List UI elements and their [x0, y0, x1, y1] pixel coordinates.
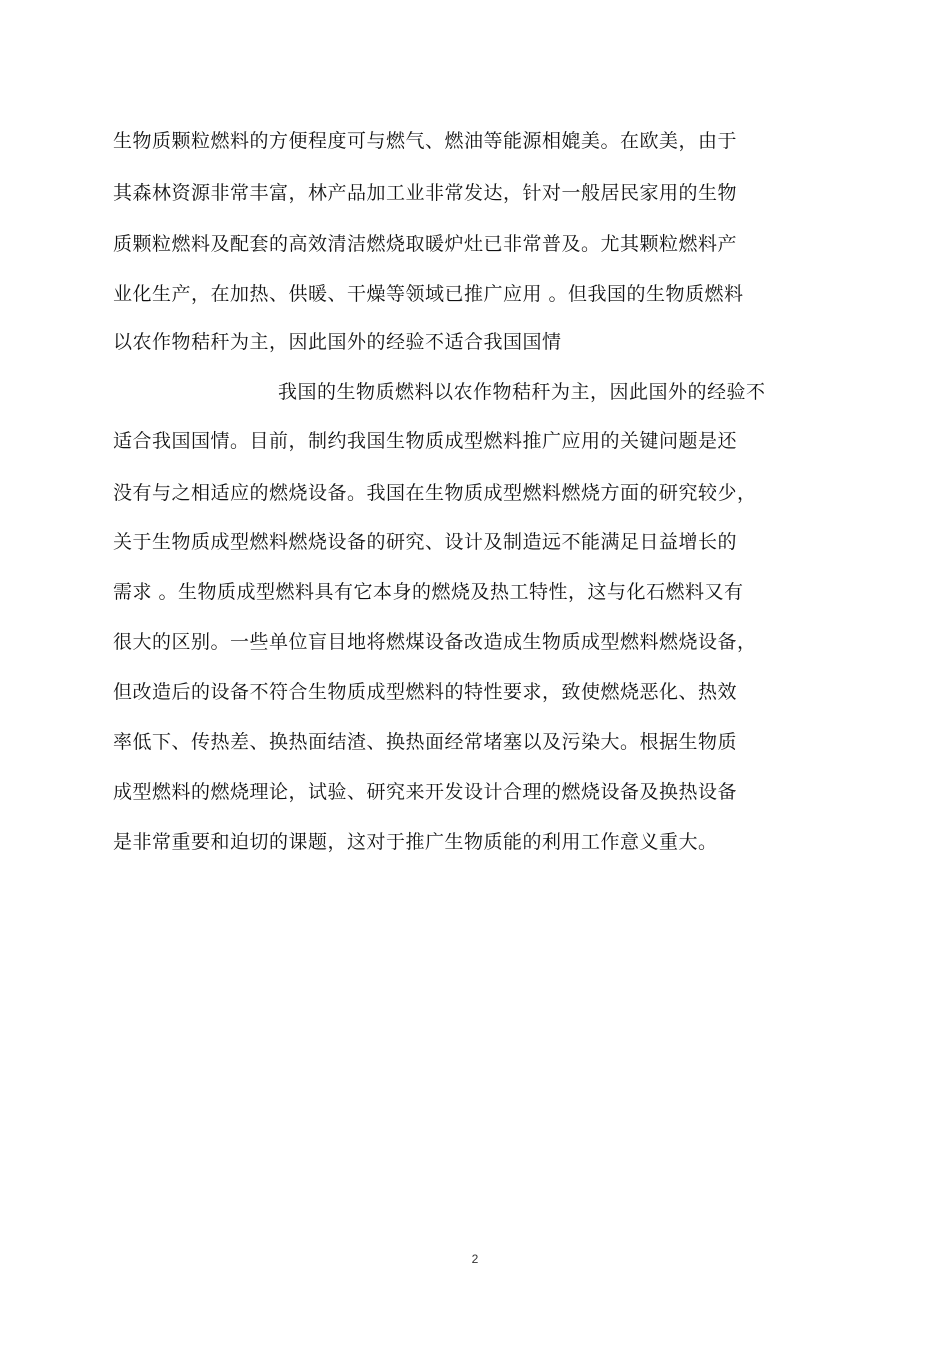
text-line: 质颗粒燃料及配套的高效清洁燃烧取暖炉灶已非常普及。尤其颗粒燃料产	[113, 233, 738, 255]
text-line: 业化生产，在加热、供暖、干燥等领域已推广应用 。但我国的生物质燃料	[113, 283, 744, 305]
text-line: 需求 。生物质成型燃料具有它本身的燃烧及热工特性，这与化石燃料又有	[113, 581, 744, 603]
text-line: 以农作物秸秆为主，因此国外的经验不适合我国国情	[113, 331, 562, 353]
text-line: 其森林资源非常丰富，林产品加工业非常发达，针对一般居民家用的生物	[113, 182, 738, 204]
text-line: 成型燃料的燃烧理论，试验、研究来开发设计合理的燃烧设备及换热设备	[113, 781, 738, 803]
text-line: 是非常重要和迫切的课题，这对于推广生物质能的利用工作意义重大。	[113, 831, 718, 853]
text-line: 关于生物质成型燃料燃烧设备的研究、设计及制造远不能满足日益增长的	[113, 531, 738, 553]
text-line: 适合我国国情。目前，制约我国生物质成型燃料推广应用的关键问题是还	[113, 430, 738, 452]
text-line: 没有与之相适应的燃烧设备。我国在生物质成型燃料燃烧方面的研究较少，	[113, 482, 757, 504]
page-number: 2	[471, 1252, 479, 1266]
text-line: 但改造后的设备不符合生物质成型燃料的特性要求，致使燃烧恶化、热效	[113, 681, 738, 703]
text-line: 率低下、传热差、换热面结渣、换热面经常堵塞以及污染大。根据生物质	[113, 731, 738, 753]
text-line: 很大的区别。一些单位盲目地将燃煤设备改造成生物质成型燃料燃烧设备，	[113, 631, 757, 653]
text-line: 生物质颗粒燃料的方便程度可与燃气、燃油等能源相媲美。在欧美，由于	[113, 130, 738, 152]
text-line: 我国的生物质燃料以农作物秸秆为主，因此国外的经验不	[278, 381, 766, 403]
